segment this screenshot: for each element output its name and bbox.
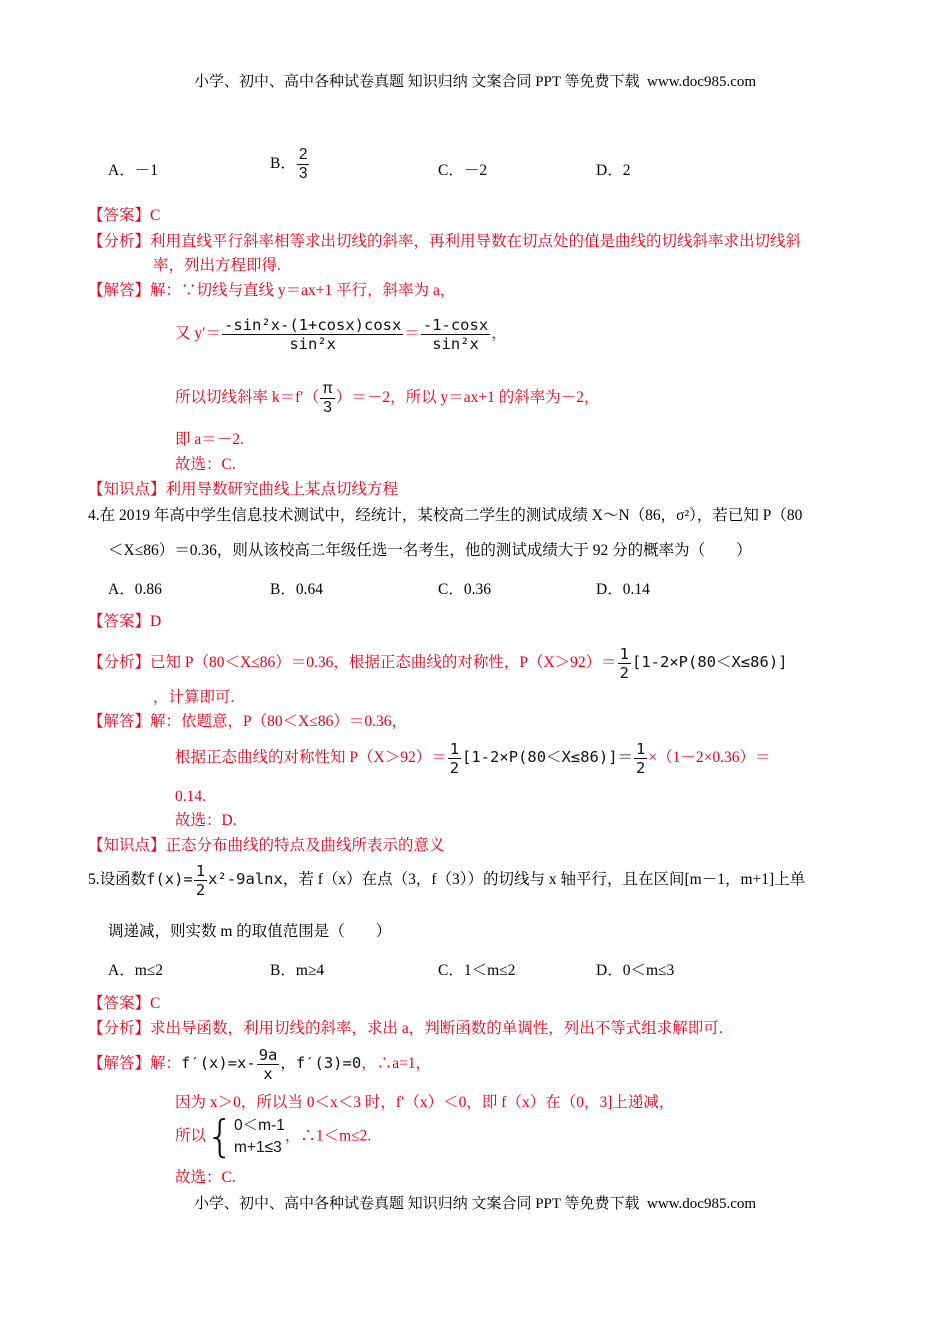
q3-answer	[88, 206, 160, 226]
slope-prefix: 所以切线斜率 k＝f′（	[175, 389, 320, 407]
q5-system-line	[175, 1111, 372, 1162]
q4-analysis	[88, 645, 787, 682]
analysis-label: 【分析】	[88, 1020, 151, 1037]
derivative-expr: f′(x)=x-	[181, 1054, 256, 1073]
q3-slope-line	[175, 380, 600, 417]
q5-option-a: A．m≤2	[108, 962, 164, 979]
half-fraction: $\frac{1}{2}$	[619, 645, 629, 682]
q3-option-a: A．－1	[108, 162, 158, 179]
answer-value: C	[150, 207, 161, 224]
q5-choice: 故选：C.	[175, 1169, 236, 1186]
solution-text: 解：∵切线与直线 y＝ax+1 平行，斜率为 a，	[150, 282, 456, 299]
analysis-text: 求出导函数，利用切线的斜率，求出 a，判断函数的单调性，列出不等式组求解即可.	[150, 1020, 723, 1037]
q5-stem-line-1	[88, 862, 805, 899]
q4-option-a: A．0.86	[108, 581, 162, 598]
page-header	[0, 70, 950, 91]
pi-over-3-fraction: $\frac{\pi}{3}$	[322, 380, 333, 416]
solution-text: 解：依题意，P（80＜X≤86）＝0.36，	[150, 713, 407, 730]
q5-stem-line-2: 调递减，则实数 m 的取值范围是（ ）	[108, 923, 392, 940]
derivative-prefix: 又 y′＝	[175, 325, 222, 343]
slope-suffix: ）＝－2，所以 y＝ax+1 的斜率为－2，	[335, 389, 600, 407]
q5-solution	[88, 1046, 431, 1083]
kp-text: 利用导数研究曲线上某点切线方程	[165, 481, 399, 498]
q3-option-b-label: B．	[270, 155, 296, 173]
symmetry-prefix: 根据正态曲线的对称性知 P（X＞92）＝	[175, 749, 447, 767]
stem-suffix: ，若 f（x）在点（3，f（3））的切线与 x 轴平行，且在区间[m－1，m+1]上单	[282, 871, 806, 889]
q4-analysis-cont: ，计算即可.	[153, 689, 235, 706]
q4-symmetry-line	[175, 740, 770, 777]
system-prefix: 所以	[175, 1127, 207, 1145]
q4-result: 0.14.	[175, 788, 206, 805]
q4-solution	[88, 712, 407, 732]
analysis-label: 【分析】	[88, 233, 151, 250]
q5-answer	[88, 994, 160, 1014]
derivative-fraction-1: $\frac{\text{-sin²x-(1+cosx)cosx}}{\text{sin²x}}$	[224, 316, 402, 353]
footer-url: www.doc985.com	[647, 1196, 757, 1212]
kp-text: 正态分布曲线的特点及曲线所表示的意义	[165, 837, 445, 854]
answer-value: D	[150, 613, 162, 630]
q3-solution	[88, 281, 455, 301]
q3-choice: 故选：C.	[175, 456, 236, 473]
answer-label: 【答案】	[88, 207, 151, 224]
q4-option-c: C．0.36	[438, 581, 491, 598]
solution-label: 【解答】	[88, 1055, 151, 1073]
function-name: f(x)=	[146, 870, 193, 889]
q4-answer	[88, 612, 161, 632]
q3-analysis	[88, 232, 801, 252]
analysis-text: 已知 P（80＜X≤86）＝0.36，根据正态曲线的对称性，P（X＞92）＝	[150, 654, 617, 672]
solution-prefix: 解：	[150, 1055, 182, 1073]
q3-sol-a: 即 a＝－2.	[175, 431, 244, 448]
9a-over-x-fraction: $\frac{9a}{x}$	[258, 1046, 278, 1083]
answer-label: 【答案】	[88, 995, 151, 1012]
solution-suffix: ，∴a=1，	[361, 1055, 432, 1073]
solution-label: 【解答】	[88, 282, 151, 299]
q5-option-d: D．0＜m≤3	[596, 962, 675, 979]
derivative-fraction-2: $\frac{-1-\cos x}{\text{sin²x}}$	[422, 316, 489, 353]
stem-prefix: 5.设函数	[88, 871, 147, 889]
header-url: www.doc985.com	[647, 74, 757, 90]
half-fraction: $\frac{1}{2}$	[449, 740, 460, 777]
symmetry-suffix: ×（1－2×0.36）＝	[648, 749, 771, 767]
q3-knowledge-point	[88, 480, 398, 500]
q3-derivative-line: 又 y′＝ $\frac{\text{-sin²x-(1+cosx)cosx}}{\text{sin²x}}$ ＝ $\frac{-1-\cos x}{\text{sin²x}}$ ，	[175, 316, 507, 353]
q5-option-c: C．1＜m≤2	[438, 962, 516, 979]
symmetry-formula: [1-2×P(80＜X≤86)]＝	[462, 748, 634, 767]
q4-stem-line-1: 4.在 2019 年高中学生信息技术测试中，经统计，某校高二学生的测试成绩 X～N（86，σ²），若已知 P（80	[88, 507, 803, 524]
q3-option-b	[270, 146, 310, 183]
footer-text: 小学、初中、高中各种试卷真题 知识归纳 文案合同 PPT 等免费下载	[193, 1196, 640, 1212]
q3-option-b-fraction: $\frac{2}{3}$	[298, 146, 308, 182]
kp-label: 【知识点】	[88, 481, 166, 498]
analysis-formula: [1-2×P(80＜X≤86)]	[632, 653, 788, 672]
analysis-label: 【分析】	[88, 654, 151, 672]
solution-label: 【解答】	[88, 713, 151, 730]
derivative-at-3: ，f′(3)=0	[280, 1054, 362, 1073]
half-fraction: $\frac{1}{2}$	[636, 740, 646, 777]
q4-stem-line-2: ＜X≤86）＝0.36，则从该校高二年级任选一名考生，他的测试成绩大于 92 分的概率为（ ）	[108, 542, 752, 559]
system-suffix: ，∴1＜m≤2.	[284, 1127, 372, 1145]
left-brace: {	[206, 1111, 235, 1162]
q3-option-d: D．2	[596, 162, 631, 179]
q4-knowledge-point	[88, 836, 445, 856]
q5-monotonic-line: 因为 x＞0，所以当 0＜x＜3 时，f′（x）＜0，即 f（x）在（0，3]上递减，	[175, 1094, 675, 1111]
inequality-system: 0＜m-1 m+1≤3	[234, 1117, 285, 1156]
answer-value: C	[150, 995, 161, 1012]
analysis-text: 利用直线平行斜率相等求出切线的斜率，再利用导数在切点处的值是曲线的切线斜率求出切线斜	[150, 233, 802, 250]
kp-label: 【知识点】	[88, 837, 166, 854]
q4-option-d: D．0.14	[596, 581, 650, 598]
q4-choice: 故选：D.	[175, 812, 237, 829]
q4-option-b: B．0.64	[270, 581, 323, 598]
q3-option-c: C．－2	[438, 162, 488, 179]
q5-analysis	[88, 1019, 723, 1039]
header-text: 小学、初中、高中各种试卷真题 知识归纳 文案合同 PPT 等免费下载	[193, 74, 640, 90]
half-fraction: $\frac{1}{2}$	[195, 862, 206, 899]
page-footer	[0, 1192, 950, 1213]
function-body: x²-9alnx	[208, 870, 283, 889]
answer-label: 【答案】	[88, 613, 151, 630]
q3-analysis-cont: 率，列出方程即得.	[153, 257, 281, 274]
q5-option-b: B．m≥4	[270, 962, 325, 979]
